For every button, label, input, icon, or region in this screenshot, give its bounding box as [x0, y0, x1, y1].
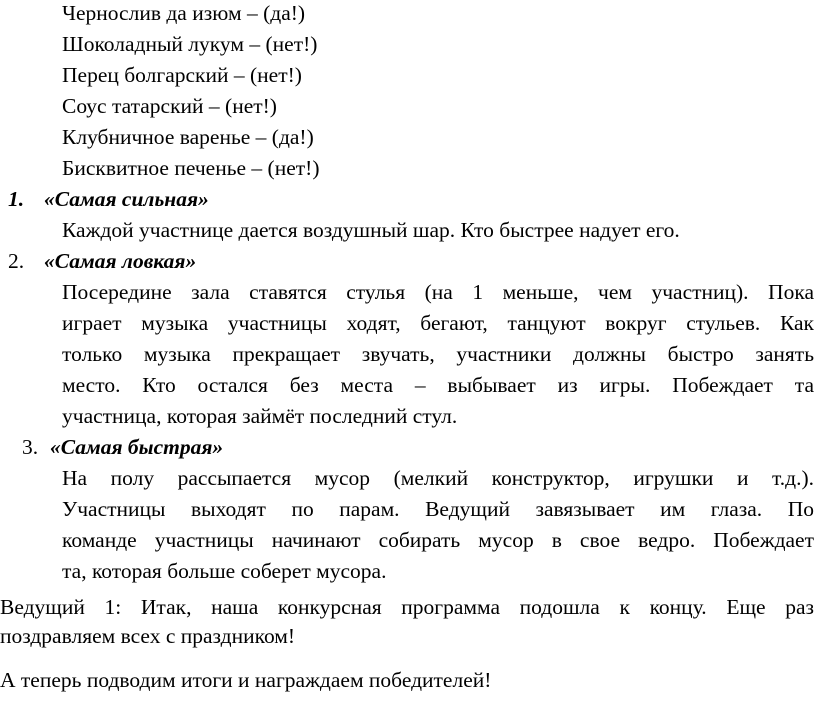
final-line: А теперь подводим итоги и награждаем победителей!	[0, 668, 492, 692]
contest-description-line: Участницы выходят по парам. Ведущий завязывает им глаза. По	[62, 497, 814, 521]
contest-description-line: команде участницы начинают собирать мусор в свое ведро. Побеждает	[62, 528, 814, 552]
contest-description-line: играет музыка участницы ходят, бегают, танцуют вокруг стульев. Как	[62, 311, 814, 335]
contest-title: «Самая ловкая»	[44, 249, 197, 273]
contest-title: «Самая быстрая»	[50, 435, 224, 459]
food-item: Шоколадный лукум – (нет!)	[62, 32, 318, 56]
contest-description-line: Посередине зала ставятся стулья (на 1 меньше, чем участниц). Пока	[62, 280, 814, 304]
host-closing-line: поздравляем всех с праздником!	[0, 624, 296, 648]
food-item: Бисквитное печенье – (нет!)	[62, 156, 320, 180]
contest-title: «Самая сильная»	[44, 187, 209, 211]
contest-description-line: Каждой участнице дается воздушный шар. Кто быстрее надует его.	[62, 218, 680, 242]
host-closing-line: Ведущий 1: Итак, наша конкурсная программа подошла к концу. Еще раз	[0, 595, 814, 619]
contest-description-line: место. Кто остался без места – выбывает из игры. Побеждает та	[62, 373, 814, 397]
food-item: Клубничное варенье – (да!)	[62, 125, 314, 149]
food-item: Чернослив да изюм – (да!)	[62, 1, 306, 25]
food-item: Перец болгарский – (нет!)	[62, 63, 302, 87]
contest-description-line: На полу рассыпается мусор (мелкий конструктор, игрушки и т.д.).	[62, 466, 814, 490]
contest-number: 2.	[8, 249, 25, 273]
contest-description-line: только музыка прекращает звучать, участники должны быстро занять	[62, 342, 814, 366]
contest-number: 3.	[22, 435, 39, 459]
contest-number: 1.	[8, 187, 25, 211]
food-item: Соус татарский – (нет!)	[62, 94, 277, 118]
contest-description-line: та, которая больше соберет мусора.	[62, 559, 387, 583]
contest-description-line: участница, которая займёт последний стул.	[62, 404, 458, 428]
